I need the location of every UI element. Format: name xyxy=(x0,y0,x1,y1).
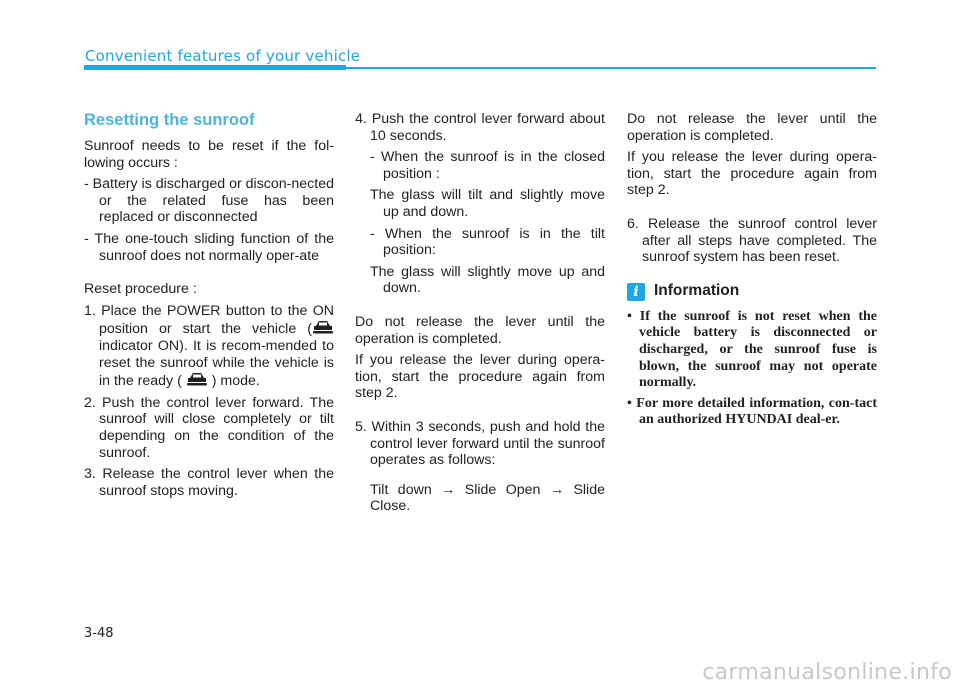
step-1 xyxy=(84,303,334,390)
information-item: • For more detailed information, con-tact an authorized HYUNDAI deal-er. xyxy=(627,395,877,428)
step-1-text-a: 1. Place the POWER button to the ON position or start the vehicle ( xyxy=(84,302,334,338)
note-release: Do not release the lever until the operation is completed. xyxy=(627,111,877,144)
step-6: 6. Release the sunroof control lever after all steps have completed. The sunroof system has been reset. xyxy=(627,215,877,266)
step-2: 2. Push the control lever forward. The sunroof will close completely or tilt depending on the condition of the sunroof. xyxy=(84,394,334,461)
note-release: Do not release the lever until the operation is completed. xyxy=(355,313,605,347)
step-3: 3. Release the control lever when the sunroof stops moving. xyxy=(84,466,334,499)
step-4: 4. Push the control lever forward about 10 seconds. xyxy=(355,111,605,144)
header-title: Convenient features of your vehicle xyxy=(85,47,361,65)
step-1-text-c: ) mode. xyxy=(211,373,260,390)
condition-item: - Battery is discharged or discon-nected or the related fuse has been replaced or disconnected xyxy=(84,176,334,226)
operation-sequence: Tilt down → Slide Open → Slide Close. xyxy=(370,481,605,515)
information-item: • If the sunroof is not reset when the vehicle battery is disconnected or discharged, or the sunroof fuse is blown, the sunroof may not operate normally. xyxy=(627,308,877,391)
information-header xyxy=(627,283,877,301)
intro-text: Sunroof needs to be reset if the fol-lowing occurs : xyxy=(84,138,334,171)
column-right xyxy=(627,111,877,433)
column-left xyxy=(84,110,334,504)
header-rule-thick xyxy=(84,65,346,70)
step-1-text-b: indicator ON). It is recom-mended to reset the sunroof while the vehicle is in the ready ( xyxy=(99,337,334,390)
information-list xyxy=(627,309,877,429)
closed-description: The glass will tilt and slightly move up and down. xyxy=(370,187,605,220)
ready-indicator-icon xyxy=(312,319,334,335)
ready-indicator-icon xyxy=(186,371,208,387)
header-rule-thin xyxy=(346,67,876,69)
page-number: 3-48 xyxy=(84,626,114,641)
section-title: Resetting the sunroof xyxy=(84,111,255,129)
closed-position: - When the sunroof is in the closed position : xyxy=(370,149,605,182)
information-title: Information xyxy=(654,282,740,300)
step-5: 5. Within 3 seconds, push and hold the control lever forward until the sunroof operates as follows: xyxy=(355,418,605,469)
tilt-position: - When the sunroof is in the tilt position: xyxy=(370,225,605,259)
condition-item: - The one-touch sliding function of the sunroof does not normally oper-ate xyxy=(84,230,334,264)
note-restart: If you release the lever during opera-tion, start the procedure again from step 2. xyxy=(355,352,605,402)
info-icon: i xyxy=(627,283,645,301)
reset-heading: Reset procedure : xyxy=(84,281,197,298)
watermark: carmanualsonline.info xyxy=(702,660,952,685)
note-restart: If you release the lever during opera-tion, start the procedure again from step 2. xyxy=(627,149,877,199)
column-middle xyxy=(355,111,605,520)
tilt-description: The glass will slightly move up and down. xyxy=(370,263,605,297)
